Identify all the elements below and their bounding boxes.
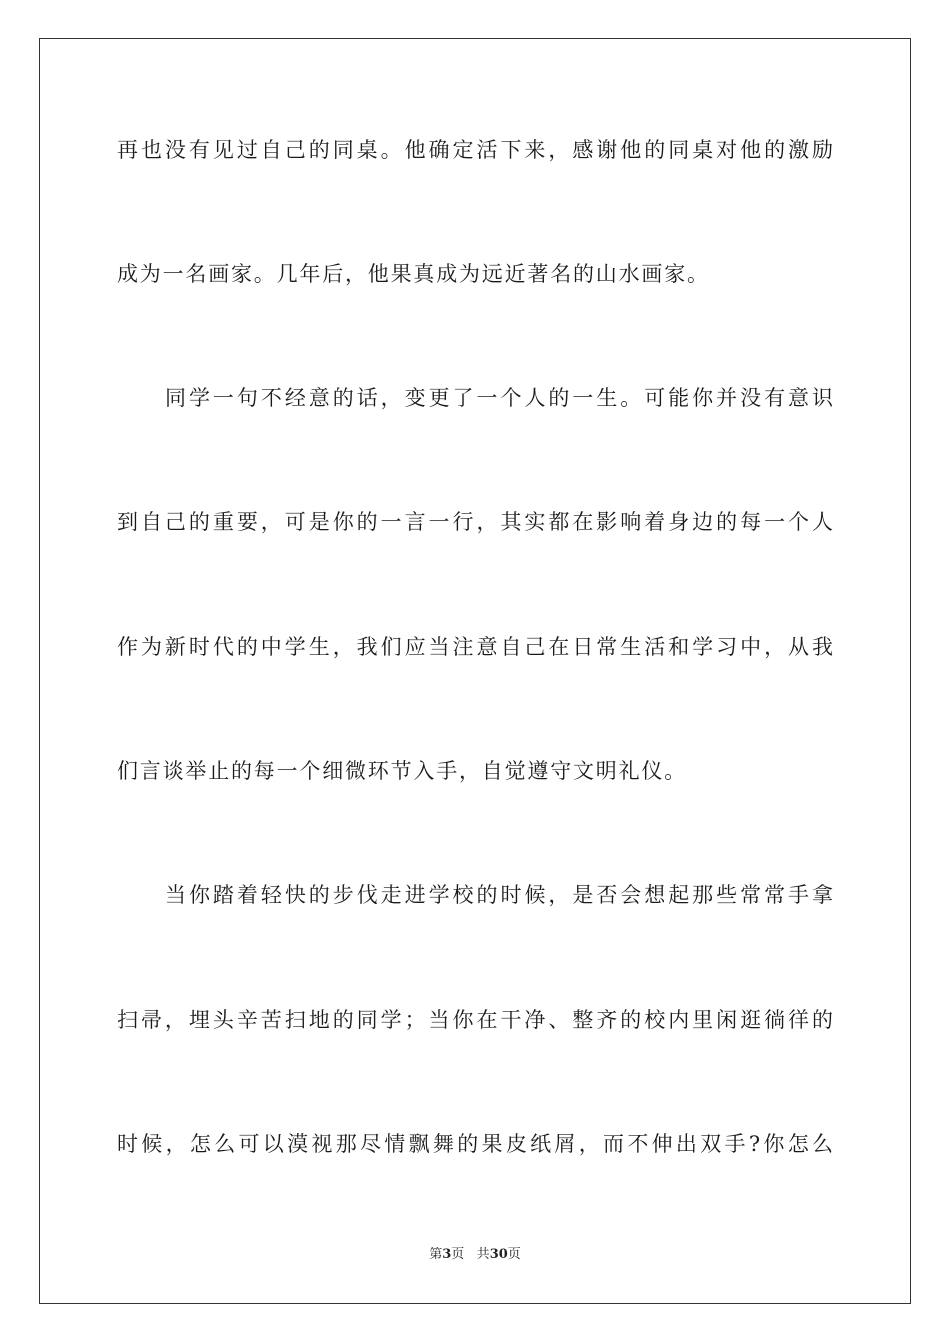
text-line-5: 作为新时代的中学生，我们应当注意自己在日常生活和学习中，从我 xyxy=(117,635,833,659)
text-line-6: 们言谈举止的每一个细微环节入手，自觉遵守文明礼仪。 xyxy=(117,759,687,783)
text-line-3: 同学一句不经意的话，变更了一个人的一生。可能你并没有意识 xyxy=(165,386,833,410)
page-border xyxy=(39,38,911,1304)
text-line-8: 扫帚，埋头辛苦扫地的同学；当你在干净、整齐的校内里闲逛徜徉的 xyxy=(117,1008,833,1032)
text-line-4: 到自己的重要，可是你的一言一行，其实都在影响着身边的每一个人 xyxy=(117,510,833,534)
page-prefix: 第 xyxy=(429,1247,443,1262)
page-number: 3 xyxy=(442,1247,452,1262)
text-line-9: 时候，怎么可以漠视那尽情飘舞的果皮纸屑，而不伸出双手?你怎么 xyxy=(117,1132,833,1156)
page-footer xyxy=(0,1246,950,1264)
total-prefix: 共 xyxy=(476,1247,490,1262)
total-pages: 30 xyxy=(489,1247,508,1262)
text-line-2: 成为一名画家。几年后，他果真成为远近著名的山水画家。 xyxy=(117,262,710,286)
text-line-7: 当你踏着轻快的步伐走进学校的时候，是否会想起那些常常手拿 xyxy=(165,883,833,907)
text-line-1: 再也没有见过自己的同桌。他确定活下来，感谢他的同桌对他的激励 xyxy=(117,138,833,162)
total-suffix: 页 xyxy=(507,1247,521,1262)
page-suffix: 页 xyxy=(451,1247,465,1262)
